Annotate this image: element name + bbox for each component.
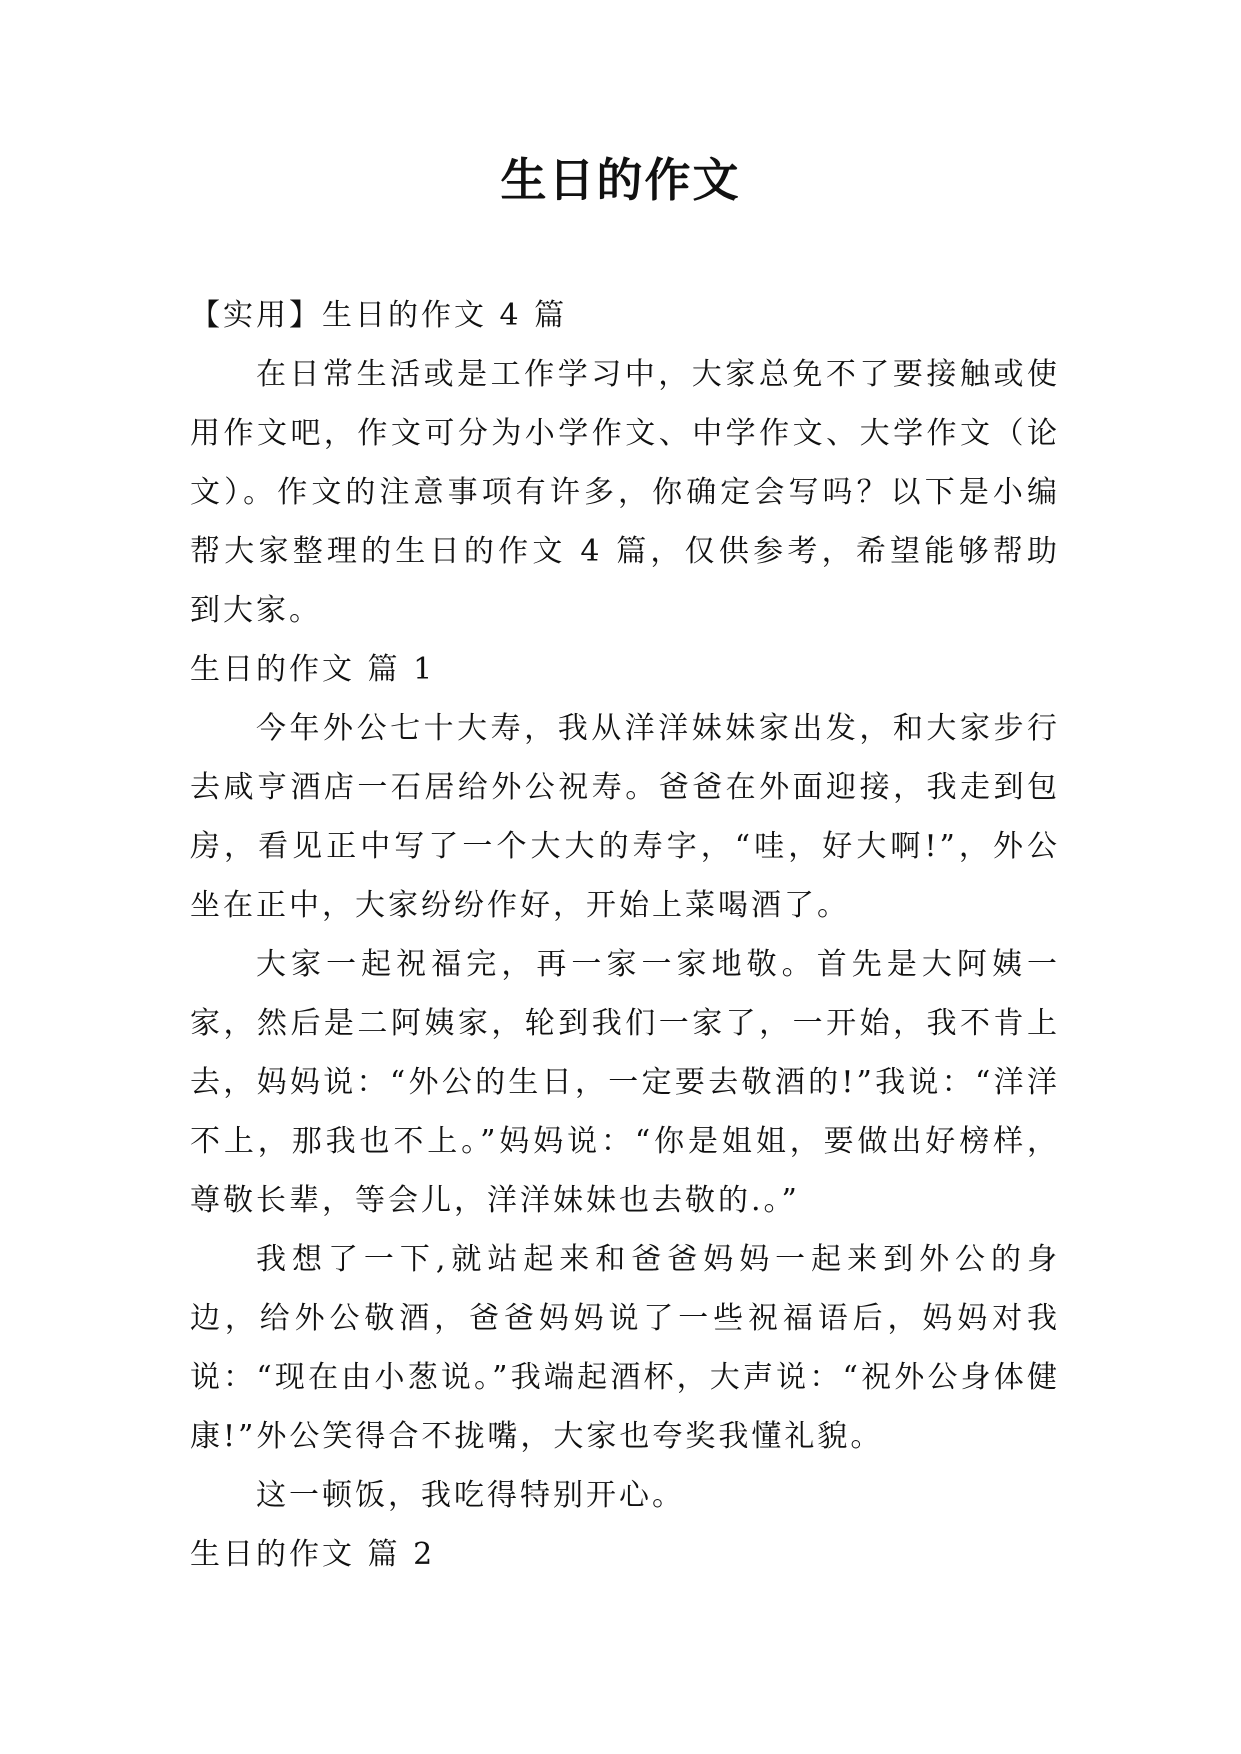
section-heading-2: 生日的作文 篇 2 — [190, 1537, 436, 1572]
body-paragraph: 这一顿饭，我吃得特别开心。 — [256, 1478, 685, 1513]
intro-paragraph: 在日常生活或是工作学习中，大家总免不了要接触或使用作文吧，作文可分为小学作文、中学作文、大学作文（论文）。作文的注意事项有许多，你确定会写吗？以下是小编帮大家整理的生日的作文 4 篇，仅供参考，希望能够帮助到大家。 — [190, 357, 1060, 628]
section-heading-1: 生日的作文 篇 1 — [190, 652, 436, 687]
intro-heading: 【实用】生日的作文 4 篇 — [190, 298, 568, 333]
body-paragraph: 大家一起祝福完，再一家一家地敬。首先是大阿姨一家，然后是二阿姨家，轮到我们一家了，一开始，我不肯上去，妈妈说：“外公的生日，一定要去敬酒的!”我说：“洋洋不上，那我也不上。”妈妈说：“你是姐姐，要做出好榜样，尊敬长辈，等会儿，洋洋妹妹也去敬的.。” — [190, 947, 1060, 1218]
document-body — [190, 286, 1060, 1584]
body-paragraph: 今年外公七十大寿，我从洋洋妹妹家出发，和大家步行去咸亨酒店一石居给外公祝寿。爸爸在外面迎接，我走到包房，看见正中写了一个大大的寿字，“哇，好大啊!”，外公坐在正中，大家纷纷作好，开始上菜喝酒了。 — [190, 711, 1060, 923]
body-paragraph: 我想了一下,就站起来和爸爸妈妈一起来到外公的身边，给外公敬酒，爸爸妈妈说了一些祝福语后，妈妈对我说：“现在由小葱说。”我端起酒杯，大声说：“祝外公身体健康!”外公笑得合不拢嘴，大家也夸奖我懂礼貌。 — [190, 1242, 1060, 1454]
document-title: 生日的作文 — [500, 153, 741, 207]
